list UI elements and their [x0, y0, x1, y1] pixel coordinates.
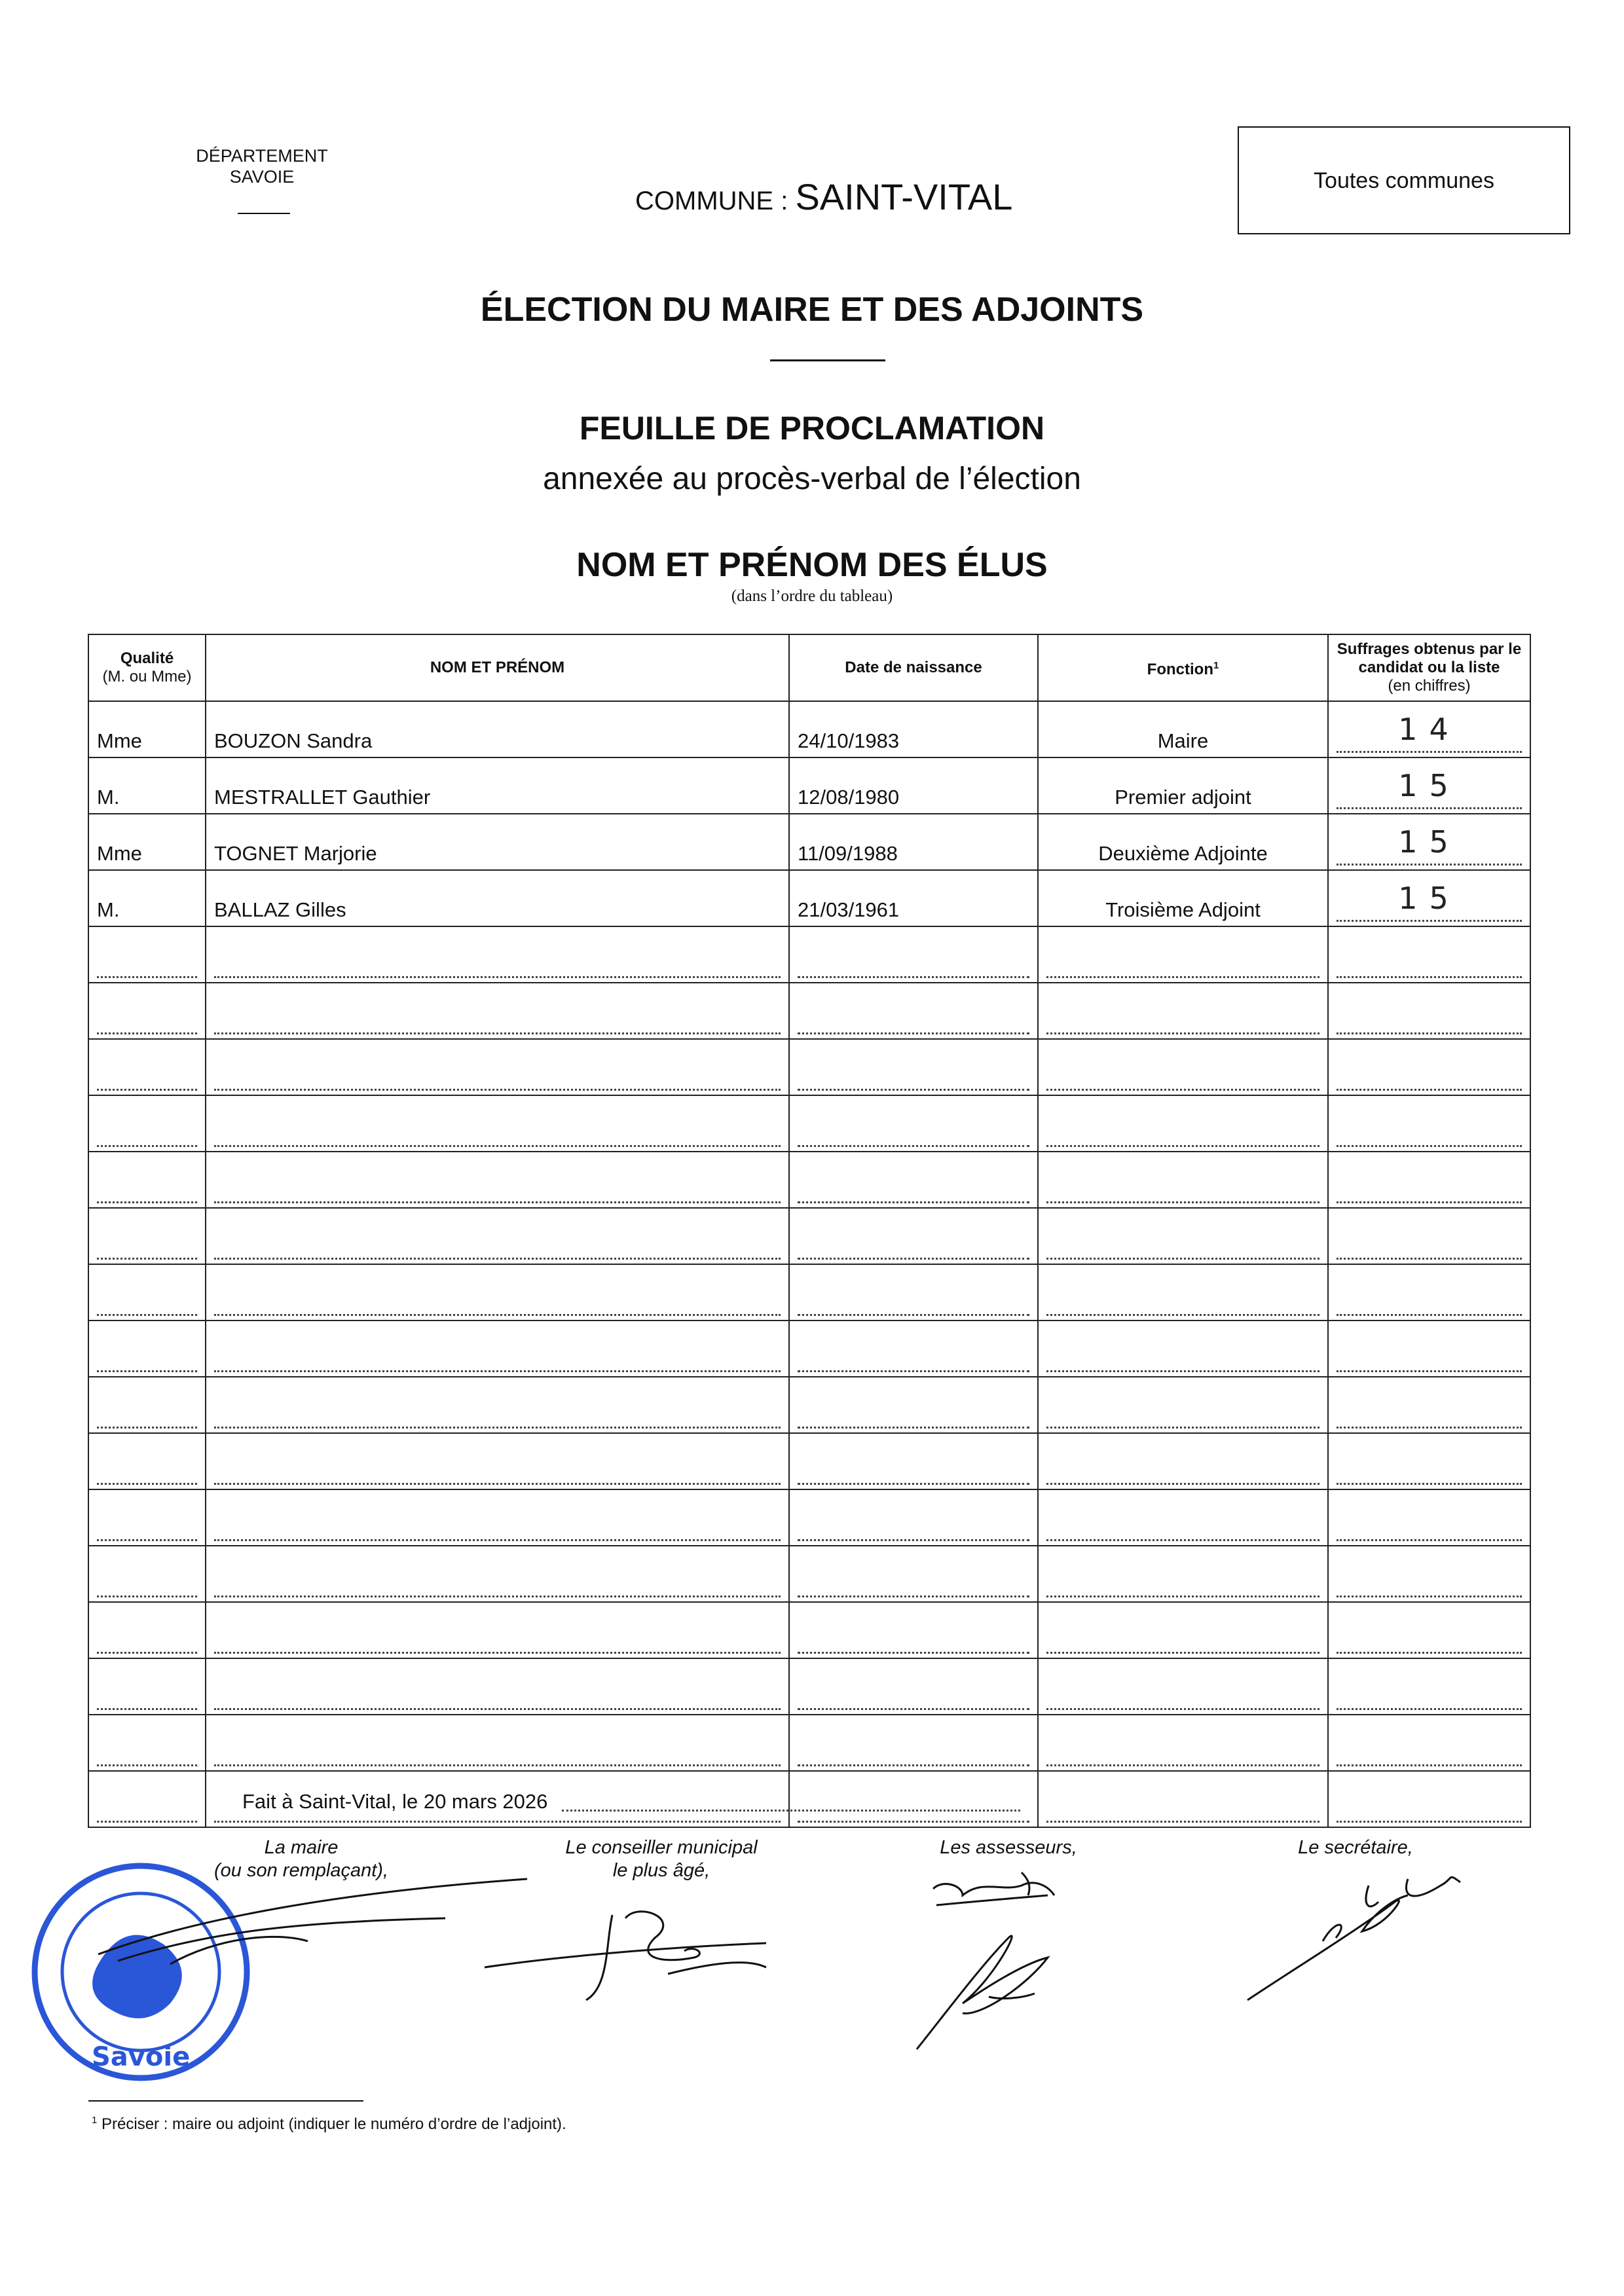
cell-fonction: Premier adjoint: [1038, 757, 1328, 814]
cell-fonction: Maire: [1038, 701, 1328, 757]
cell-date: 12/08/1980: [789, 757, 1038, 814]
header-qualite: Qualité (M. ou Mme): [88, 634, 206, 701]
suffrages-handwritten: 14: [1398, 712, 1460, 747]
suffrages-handwritten: 15: [1398, 768, 1460, 803]
cell-qualite: Mme: [88, 701, 206, 757]
cell-date: 24/10/1983: [789, 701, 1038, 757]
footnote-divider: [88, 2100, 363, 2102]
proclamation-subtitle: annexée au procès-verbal de l’élection: [543, 462, 1081, 496]
header-suffrages: Suffrages obtenus par le candidat ou la liste (en chiffres): [1328, 634, 1530, 701]
elected-title: NOM ET PRÉNOM DES ÉLUS: [576, 546, 1048, 584]
header-date: Date de naissance: [789, 634, 1038, 701]
election-title: ÉLECTION DU MAIRE ET DES ADJOINTS: [480, 291, 1144, 329]
cell-nom: TOGNET Marjorie: [206, 814, 789, 870]
elected-subtitle: (dans l’ordre du tableau): [731, 587, 893, 605]
department-label: DÉPARTEMENT: [196, 146, 328, 166]
cell-qualite: M.: [88, 870, 206, 926]
cell-nom: MESTRALLET Gauthier: [206, 757, 789, 814]
signature-assesseur-2: [917, 1936, 1048, 2049]
footnote: $^1$ Préciser : maire ou adjoint (indiquer le numéro d’ordre de l’adjoint).: [92, 2115, 566, 2133]
commune-name: SAINT-VITAL: [795, 176, 1013, 217]
scope-box-label: Toutes communes: [1314, 168, 1494, 193]
svg-text:Savoie: Savoie: [92, 2042, 191, 2072]
commune-label: COMMUNE :: [635, 187, 788, 215]
header-fonction: Fonction$^1$: [1038, 634, 1328, 701]
signature-label-secretaire: Le secrétaire,: [1298, 1837, 1413, 1858]
cell-qualite: Mme: [88, 814, 206, 870]
department-name: SAVOIE: [229, 167, 295, 187]
cell-date: 11/09/1988: [789, 814, 1038, 870]
place-date-line: Fait à Saint-Vital, le 20 mars 2026: [242, 1790, 548, 1813]
signature-label-assesseurs: Les assesseurs,: [940, 1837, 1077, 1858]
suffrages-handwritten: 15: [1398, 824, 1460, 860]
cell-nom: BOUZON Sandra: [206, 701, 789, 757]
signature-secretaire: [1247, 1877, 1460, 2000]
cell-date: 21/03/1961: [789, 870, 1038, 926]
signature-conseiller: [485, 1912, 766, 2000]
signature-assesseur-1: [933, 1872, 1054, 1905]
header-nom: NOM ET PRÉNOM: [206, 634, 789, 701]
cell-fonction: Troisième Adjoint: [1038, 870, 1328, 926]
town-hall-stamp: [35, 1866, 247, 2078]
signature-label-maire: La maire (ou son remplaçant),: [214, 1837, 388, 1881]
proclamation-title: FEUILLE DE PROCLAMATION: [579, 410, 1045, 446]
cell-qualite: M.: [88, 757, 206, 814]
suffrages-handwritten: 15: [1398, 881, 1460, 916]
cell-nom: BALLAZ Gilles: [206, 870, 789, 926]
cell-fonction: Deuxième Adjointe: [1038, 814, 1328, 870]
signature-label-conseiller: Le conseiller municipal le plus âgé,: [565, 1837, 758, 1881]
